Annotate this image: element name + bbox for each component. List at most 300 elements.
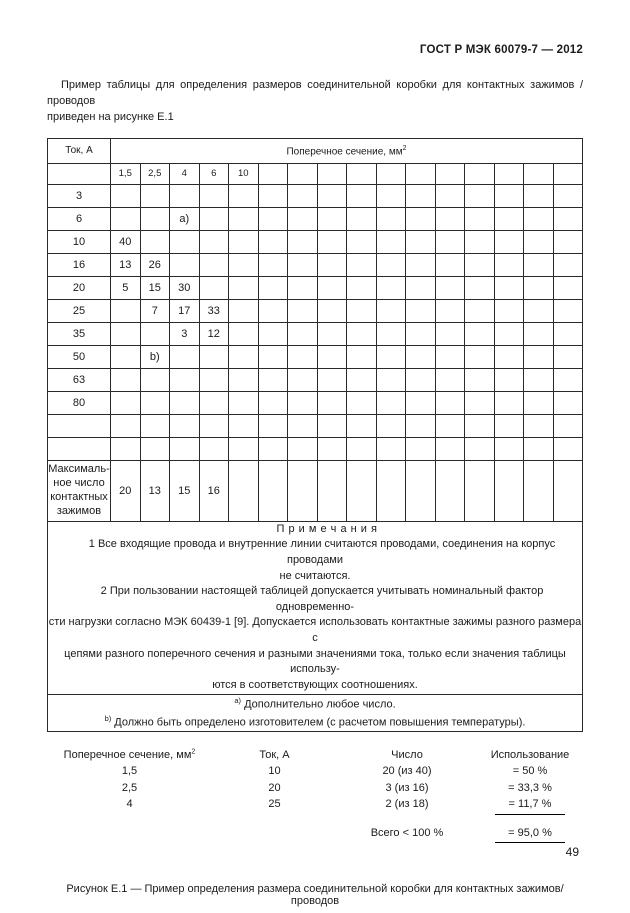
junction-table-body	[48, 138, 583, 521]
table-cell	[229, 322, 259, 345]
summary-spacer	[477, 815, 583, 825]
summary-spacer	[337, 815, 477, 825]
summary-spacer	[47, 815, 212, 825]
table-cell	[347, 184, 377, 207]
table-cell	[111, 368, 141, 391]
table-cell	[140, 414, 170, 437]
table-cell	[111, 437, 141, 460]
max-terminals-value	[376, 460, 406, 521]
table-cell	[494, 207, 524, 230]
table-cell	[288, 368, 318, 391]
junction-box-sizing-table	[47, 138, 583, 732]
table-cell	[170, 230, 200, 253]
page-content	[47, 0, 583, 907]
table-cell	[553, 207, 583, 230]
table-cell	[140, 437, 170, 460]
table-row	[48, 276, 583, 299]
table-cell	[376, 253, 406, 276]
table-cell	[111, 414, 141, 437]
cross-section-value-header	[465, 163, 495, 184]
summary-cell: 10	[268, 765, 281, 778]
max-terminals-value	[465, 460, 495, 521]
max-terminals-row	[48, 460, 583, 521]
table-row	[48, 207, 583, 230]
table-cell	[465, 230, 495, 253]
summary-cell: 1,5	[121, 765, 138, 778]
table-cell	[524, 391, 554, 414]
table-cell	[494, 345, 524, 368]
table-cell: 26	[140, 253, 170, 276]
table-cell	[435, 276, 465, 299]
table-cell	[199, 345, 229, 368]
max-terminals-label-line: контактных	[50, 490, 108, 503]
intro-line-1: Пример таблицы для определения размеров соединительной коробки для контактных зажимов /проводов	[47, 79, 583, 107]
max-terminals-value	[494, 460, 524, 521]
table-cell	[465, 437, 495, 460]
table-cell	[406, 207, 436, 230]
max-terminals-value: 15	[170, 460, 200, 521]
cross-section-value-header	[288, 163, 318, 184]
table-cell	[553, 299, 583, 322]
summary-cell: 4	[126, 798, 133, 811]
current-value: 10	[48, 230, 111, 253]
table-cell	[406, 414, 436, 437]
table-cell: 13	[111, 253, 141, 276]
table-row	[48, 437, 583, 460]
cross-section-value-header	[376, 163, 406, 184]
max-terminals-label-line: Максималь-	[48, 463, 110, 476]
cross-section-value-header: 6	[199, 163, 229, 184]
max-terminals-value	[435, 460, 465, 521]
table-cell	[376, 437, 406, 460]
table-cell	[376, 345, 406, 368]
table-row	[48, 322, 583, 345]
table-cell	[435, 414, 465, 437]
table-cell	[435, 207, 465, 230]
cross-section-value-header	[524, 163, 554, 184]
table-cell	[170, 184, 200, 207]
table-cell: 30	[170, 276, 200, 299]
intro-paragraph	[47, 78, 583, 126]
table-cell	[170, 414, 200, 437]
note-2-line: сти нагрузки согласно МЭК 60439-1 [9]. Допускается использовать контактные зажимы разного размера с	[48, 616, 582, 645]
table-row	[48, 391, 583, 414]
table-cell	[435, 253, 465, 276]
table-cell	[494, 276, 524, 299]
table-cell	[111, 322, 141, 345]
cross-section-value-header	[406, 163, 436, 184]
table-cell	[317, 207, 347, 230]
table-cell	[435, 230, 465, 253]
table-cell	[465, 368, 495, 391]
max-terminals-value	[553, 460, 583, 521]
footnote-a-text: Дополнительно любое число.	[244, 698, 396, 711]
table-cell	[229, 299, 259, 322]
table-cell	[465, 253, 495, 276]
table-cell	[258, 322, 288, 345]
footnote-b	[48, 713, 582, 731]
table-cell	[347, 437, 377, 460]
table-cell	[347, 230, 377, 253]
table-row	[48, 253, 583, 276]
table-cell	[258, 184, 288, 207]
table-cell	[199, 391, 229, 414]
summary-total-empty	[47, 825, 212, 844]
table-cell	[553, 230, 583, 253]
table-cell	[170, 368, 200, 391]
table-cell	[229, 207, 259, 230]
cross-section-value-header: 2,5	[140, 163, 170, 184]
table-cell	[524, 368, 554, 391]
summary-header-usage: Использование	[490, 748, 570, 761]
table-row	[48, 414, 583, 437]
current-value: 50	[48, 345, 111, 368]
table-cell	[494, 414, 524, 437]
table-cell	[524, 276, 554, 299]
table-cell: 12	[199, 322, 229, 345]
table-cell	[376, 230, 406, 253]
table-cell: 5	[111, 276, 141, 299]
table-cell	[199, 437, 229, 460]
table-cell	[347, 391, 377, 414]
table-row	[48, 345, 583, 368]
cross-section-value-header: 10	[229, 163, 259, 184]
footnotes-row	[48, 694, 583, 731]
usage-summary-table	[47, 747, 583, 844]
table-cell	[553, 437, 583, 460]
table-cell	[170, 253, 200, 276]
max-terminals-label-line: зажимов	[56, 504, 102, 517]
table-cell	[406, 368, 436, 391]
table-cell: 40	[111, 230, 141, 253]
table-cell	[199, 414, 229, 437]
table-cell	[406, 322, 436, 345]
table-cell	[494, 299, 524, 322]
max-terminals-value	[406, 460, 436, 521]
table-cell	[553, 322, 583, 345]
junction-table-notes	[48, 521, 583, 731]
cross-section-value-header	[347, 163, 377, 184]
max-terminals-value	[524, 460, 554, 521]
max-terminals-value	[288, 460, 318, 521]
table-cell	[406, 276, 436, 299]
table-cell	[553, 184, 583, 207]
table-cell	[435, 345, 465, 368]
table-cell	[435, 322, 465, 345]
table-cell	[258, 414, 288, 437]
notes-cell	[48, 521, 583, 694]
table-row	[48, 184, 583, 207]
summary-cell: = 50 %	[512, 765, 548, 778]
table-cell: 3	[170, 322, 200, 345]
table-cell	[376, 276, 406, 299]
current-value: 25	[48, 299, 111, 322]
note-2-line: цепями разного поперечного сечения и разными значениями тока, только если значения таблицы использу-	[64, 647, 566, 676]
figure-caption: Рисунок Е.1 — Пример определения размера соединительной коробки для контактных зажимов/проводов	[66, 883, 564, 908]
summary-header-cross-section	[47, 747, 212, 764]
table-cell	[524, 322, 554, 345]
table-cell	[494, 391, 524, 414]
table-cell	[406, 253, 436, 276]
table-cell	[465, 184, 495, 207]
summary-cell: 20 (из 40)	[382, 765, 432, 778]
footnote-b-text: Должно быть определено изготовителем (с расчетом повышения температуры).	[114, 716, 526, 729]
note-2-line: 2 При пользовании настоящей таблицей допускается учитывать номинальный фактор одновременно-	[100, 585, 544, 613]
current-value: 16	[48, 253, 111, 276]
table-cell	[229, 345, 259, 368]
table-cell	[317, 299, 347, 322]
table-cell	[406, 391, 436, 414]
table-cell	[347, 345, 377, 368]
table-cell	[229, 230, 259, 253]
table-cell	[435, 299, 465, 322]
table-cell	[494, 322, 524, 345]
table-cell	[317, 391, 347, 414]
summary-header-current: Ток, А	[259, 748, 290, 761]
cross-section-value-header	[494, 163, 524, 184]
summary-cell: 20	[268, 781, 281, 794]
table-cell	[199, 276, 229, 299]
max-terminals-label-line: ное число	[53, 477, 105, 490]
table-cell	[229, 368, 259, 391]
summary-cell: 3 (из 16)	[385, 781, 429, 794]
current-value	[48, 414, 111, 437]
table-cell	[524, 207, 554, 230]
summary-spacer	[212, 815, 337, 825]
table-cell	[347, 207, 377, 230]
max-terminals-value	[229, 460, 259, 521]
table-cell	[288, 207, 318, 230]
table-cell	[111, 391, 141, 414]
table-cell	[288, 184, 318, 207]
summary-total-value: = 95,0 %	[495, 825, 565, 844]
current-column-header: Ток, А	[48, 138, 111, 163]
max-terminals-value	[347, 460, 377, 521]
table-cell	[347, 299, 377, 322]
table-cell	[288, 437, 318, 460]
current-value: 35	[48, 322, 111, 345]
summary-total-value-wrap	[477, 825, 583, 844]
table-cell	[553, 391, 583, 414]
standard-number-header: ГОСТ Р МЭК 60079-7 — 2012	[419, 44, 583, 56]
table-cell	[258, 276, 288, 299]
table-cell	[258, 299, 288, 322]
table-cell	[465, 322, 495, 345]
table-cell	[465, 299, 495, 322]
max-terminals-value	[317, 460, 347, 521]
table-cell	[524, 437, 554, 460]
cross-section-value-header: 4	[170, 163, 200, 184]
table-cell	[199, 184, 229, 207]
table-cell	[229, 276, 259, 299]
summary-header-number: Число	[391, 748, 423, 761]
table-cell	[199, 230, 229, 253]
table-cell	[553, 253, 583, 276]
table-cell	[199, 368, 229, 391]
table-cell: 7	[140, 299, 170, 322]
summary-cell	[477, 796, 583, 815]
table-cell: 15	[140, 276, 170, 299]
note-2-line: ются в соответствующих соотношениях.	[212, 678, 418, 691]
table-cell	[524, 184, 554, 207]
table-cell	[376, 322, 406, 345]
note-1-line: не считаются.	[279, 569, 351, 582]
table-cell	[435, 368, 465, 391]
current-value: 80	[48, 391, 111, 414]
table-cell: 33	[199, 299, 229, 322]
current-value: 6	[48, 207, 111, 230]
table-cell	[111, 184, 141, 207]
page-number: 49	[565, 845, 579, 859]
table-cell	[376, 391, 406, 414]
table-cell: a)	[170, 207, 200, 230]
table-cell	[347, 276, 377, 299]
summary-usage-underlined: = 11,7 %	[495, 796, 565, 815]
table-cell	[553, 414, 583, 437]
table-cell	[406, 184, 436, 207]
table-cell	[229, 391, 259, 414]
table-cell	[494, 437, 524, 460]
table-cell	[317, 276, 347, 299]
table-cell	[111, 207, 141, 230]
intro-line-2: приведен на рисунке Е.1	[47, 110, 174, 123]
table-cell	[524, 253, 554, 276]
table-cell	[170, 437, 200, 460]
table-cell	[406, 437, 436, 460]
table-cell	[288, 299, 318, 322]
table-cell	[140, 230, 170, 253]
table-cell	[258, 253, 288, 276]
table-cell	[229, 437, 259, 460]
subheader-row	[48, 163, 583, 184]
table-cell	[111, 345, 141, 368]
footnote-b-marker: b)	[104, 713, 112, 723]
table-cell	[553, 368, 583, 391]
table-cell	[494, 230, 524, 253]
table-cell	[376, 299, 406, 322]
table-cell	[288, 322, 318, 345]
cross-section-value-header: 1,5	[111, 163, 141, 184]
table-cell	[288, 276, 318, 299]
table-cell	[317, 230, 347, 253]
summary-total-label: Всего < 100 %	[370, 826, 444, 839]
note-1-line: 1 Все входящие провода и внутренние линии считаются проводами, соединения на корпус проводами	[88, 538, 556, 567]
table-cell	[140, 322, 170, 345]
cross-section-value-header	[317, 163, 347, 184]
table-row	[48, 368, 583, 391]
table-cell	[140, 184, 170, 207]
table-cell	[258, 437, 288, 460]
table-cell	[494, 368, 524, 391]
cross-section-value-header	[553, 163, 583, 184]
table-cell	[199, 253, 229, 276]
table-cell	[494, 253, 524, 276]
footnotes-cell	[48, 694, 583, 731]
table-cell	[465, 276, 495, 299]
table-cell	[258, 230, 288, 253]
table-cell	[376, 414, 406, 437]
table-cell	[258, 207, 288, 230]
summary-total-empty	[212, 825, 337, 844]
notes-row	[48, 521, 583, 694]
table-cell	[288, 253, 318, 276]
table-cell	[406, 230, 436, 253]
current-value: 20	[48, 276, 111, 299]
footnote-a-marker: a)	[234, 695, 242, 705]
table-cell	[170, 391, 200, 414]
table-row	[48, 299, 583, 322]
table-cell	[406, 345, 436, 368]
table-cell	[376, 207, 406, 230]
table-cell	[288, 230, 318, 253]
max-terminals-label	[48, 460, 111, 521]
table-cell	[524, 230, 554, 253]
footnote-a	[48, 695, 582, 713]
table-cell	[406, 299, 436, 322]
table-header-row	[48, 138, 583, 163]
table-cell	[347, 414, 377, 437]
cross-section-header: Поперечное сечение, $мм^2$	[111, 138, 583, 163]
table-cell: b)	[140, 345, 170, 368]
table-cell	[553, 276, 583, 299]
cross-section-value-header	[435, 163, 465, 184]
notes-title: П р и м е ч а н и я	[276, 522, 378, 535]
table-cell	[170, 345, 200, 368]
table-cell	[111, 299, 141, 322]
table-cell	[140, 391, 170, 414]
table-cell	[465, 345, 495, 368]
table-cell	[258, 391, 288, 414]
summary-header-sup: 2	[191, 748, 196, 756]
table-cell	[435, 184, 465, 207]
table-cell	[317, 368, 347, 391]
table-cell	[465, 391, 495, 414]
table-cell	[48, 163, 111, 184]
table-cell	[229, 414, 259, 437]
table-cell	[317, 322, 347, 345]
table-cell	[288, 391, 318, 414]
max-terminals-value	[258, 460, 288, 521]
summary-cell: 25	[268, 798, 281, 811]
table-cell	[494, 184, 524, 207]
cross-section-header-sup: 2	[402, 144, 407, 152]
summary-header-cross-section-label: Поперечное сечение, мм	[63, 748, 192, 761]
table-cell	[465, 414, 495, 437]
current-value: 63	[48, 368, 111, 391]
table-cell	[140, 207, 170, 230]
cross-section-value-header	[258, 163, 288, 184]
table-cell	[258, 368, 288, 391]
table-cell	[347, 253, 377, 276]
table-cell: 17	[170, 299, 200, 322]
table-cell	[376, 184, 406, 207]
table-cell	[199, 207, 229, 230]
table-cell	[435, 437, 465, 460]
table-cell	[317, 184, 347, 207]
table-cell	[288, 345, 318, 368]
summary-cell: 2,5	[121, 781, 138, 794]
table-cell	[288, 414, 318, 437]
table-row	[48, 230, 583, 253]
table-cell	[317, 253, 347, 276]
table-cell	[465, 207, 495, 230]
max-terminals-value: 20	[111, 460, 141, 521]
table-cell	[553, 345, 583, 368]
max-terminals-value: 16	[199, 460, 229, 521]
table-cell	[258, 345, 288, 368]
table-cell	[376, 368, 406, 391]
table-cell	[524, 414, 554, 437]
